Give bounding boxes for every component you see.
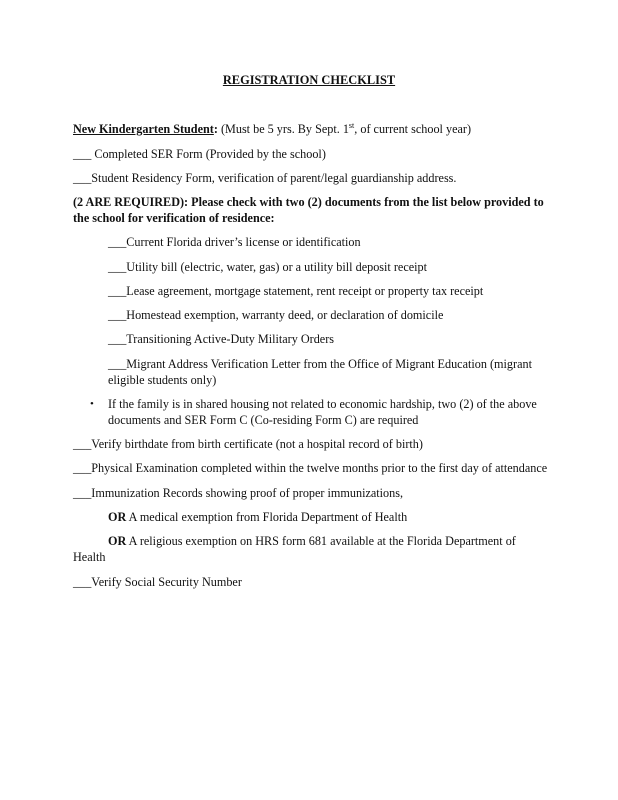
residence-doc-homestead: ___Homestead exemption, warranty deed, or declaration of domicile xyxy=(108,308,444,322)
religious-exemption-line xyxy=(108,533,516,549)
medical-exemption-text: A medical exemption from Florida Department of Health xyxy=(126,510,408,524)
shared-housing-note: If the family is in shared housing not related to economic hardship, two (2) of the above documents and SER Form C (Co-residing Form C) are required xyxy=(108,397,537,427)
checklist-item-ser-form: ___ Completed SER Form (Provided by the school) xyxy=(73,147,326,161)
checklist-item-residency-form: ___Student Residency Form, verification of parent/legal guardianship address. xyxy=(73,171,457,185)
checklist-item-birthdate: ___Verify birthdate from birth certificate (not a hospital record of birth) xyxy=(73,437,423,451)
or-label: OR xyxy=(108,510,127,524)
checklist-item-physical: ___Physical Examination completed within the twelve months prior to the first day of attendance xyxy=(73,461,548,475)
bullet-icon: • xyxy=(90,398,94,410)
residence-doc-utility: ___Utility bill (electric, water, gas) or a utility bill deposit receipt xyxy=(108,260,428,274)
or-label: OR xyxy=(108,534,127,548)
residence-doc-military: ___Transitioning Active-Duty Military Orders xyxy=(108,332,335,346)
kindergarten-colon: : xyxy=(213,122,218,136)
residence-doc-license: ___Current Florida driver’s license or identification xyxy=(108,235,361,249)
kindergarten-note-sup: st xyxy=(348,120,355,130)
kindergarten-line xyxy=(73,121,471,137)
kindergarten-note-pre: (Must be 5 yrs. By Sept. 1 xyxy=(217,122,349,136)
kindergarten-note-post: , of current school year) xyxy=(354,122,472,136)
checklist-item-immunization: ___Immunization Records showing proof of proper immunizations, xyxy=(73,486,404,500)
religious-exemption-continuation: Health xyxy=(73,550,106,564)
residence-doc-migrant: ___Migrant Address Verification Letter from the Office of Migrant Education (migrant eligible students only) xyxy=(108,357,532,387)
page-title: REGISTRATION CHECKLIST xyxy=(222,73,396,87)
medical-exemption-line xyxy=(108,509,407,525)
kindergarten-label: New Kindergarten Student xyxy=(73,122,214,136)
religious-exemption-text: A religious exemption on HRS form 681 available at the Florida Department of xyxy=(126,534,516,548)
required-heading: (2 ARE REQUIRED): Please check with two (2) documents from the list below provided to the school for verification of residence: xyxy=(73,195,544,225)
residence-doc-lease: ___Lease agreement, mortgage statement, rent receipt or property tax receipt xyxy=(108,284,484,298)
checklist-item-ssn: ___Verify Social Security Number xyxy=(73,575,242,589)
